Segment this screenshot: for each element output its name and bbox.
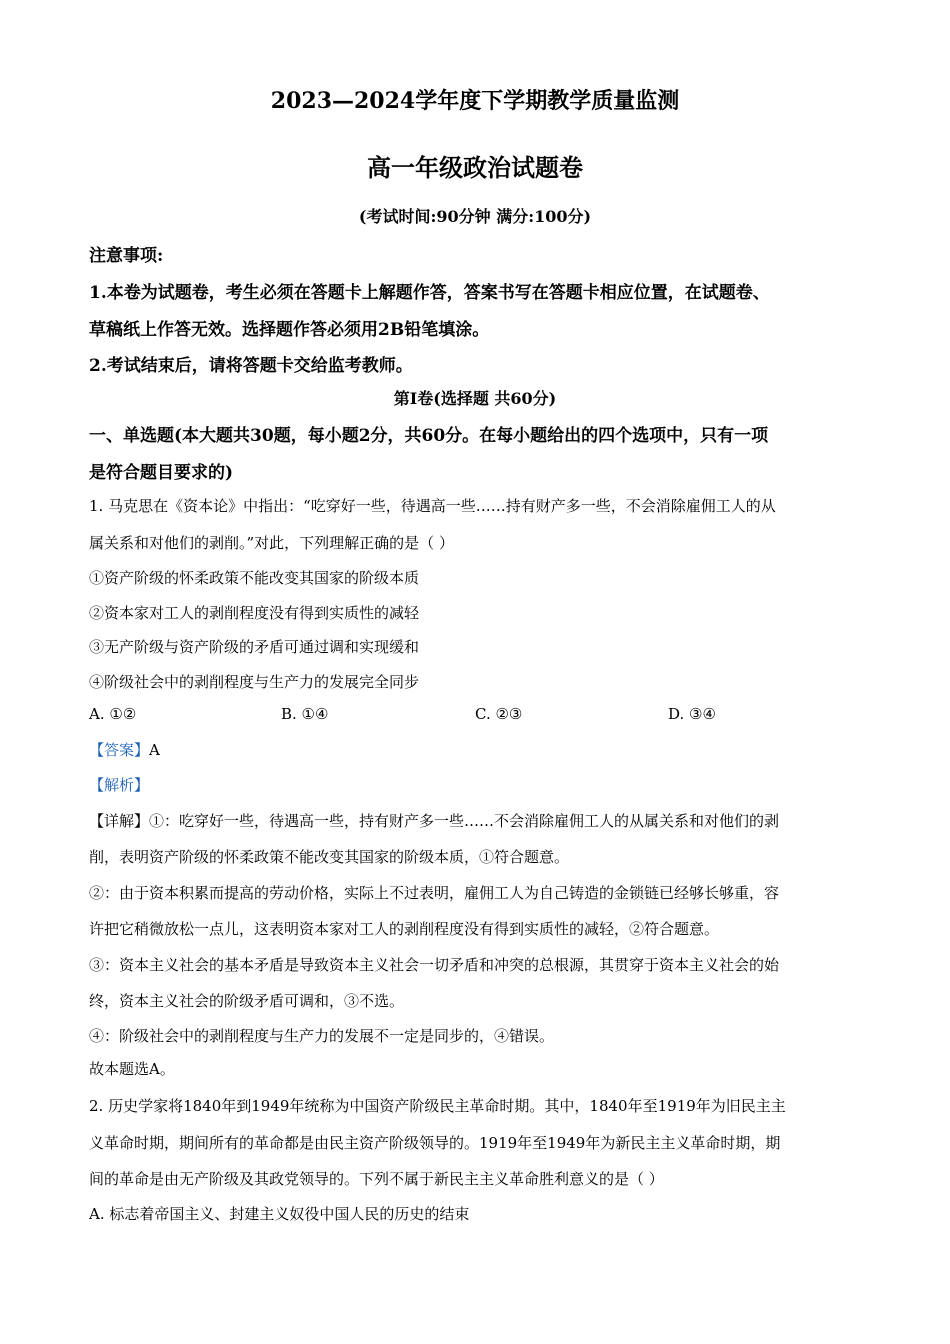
q1-stem-line-1: 1. 马克思在《资本论》中指出：“吃穿好一些，待遇高一些……持有财产多一些，不会消除雇佣工人的从	[89, 497, 776, 515]
exam-info: (考试时间:90分钟 满分:100分)	[358, 207, 592, 226]
answer-value: A	[149, 741, 160, 759]
q1-detail-4: ④：阶级社会中的剥削程度与生产力的发展不一定是同步的，④错误。	[89, 1027, 555, 1045]
q1-option-a: A. ①②	[89, 705, 137, 723]
notice-item-1-line-2: 草稿纸上作答无效。选择题作答必须用2B铅笔填涂。	[89, 320, 490, 340]
detail-tag: 【详解】	[89, 812, 150, 830]
q1-detail-1-line-1	[89, 810, 779, 831]
q1-detail-2-line-2: 许把它稍微放松一点儿，这表明资本家对工人的剥削程度没有得到实质性的减轻，②符合题意。	[89, 920, 720, 938]
q1-statement-2: ②资本家对工人的剥削程度没有得到实质性的减轻	[89, 604, 420, 622]
exam-title-subject: 高一年级政治试题卷	[367, 153, 583, 182]
analysis-tag: 【解析】	[89, 776, 150, 794]
part-heading-line-1: 一、单选题(本大题共30题，每小题2分，共60分。在每小题给出的四个选项中，只有一项	[89, 426, 769, 446]
q1-answer	[89, 739, 160, 760]
notice-item-1-line-1: 1.本卷为试题卷，考生必须在答题卡上解题作答，答案书写在答题卡相应位置，在试题卷、	[89, 283, 770, 303]
q2-stem-line-2: 义革命时期，期间所有的革命都是由民主资产阶级领导的。1919年至1949年为新民主主义革命时期，期	[89, 1134, 781, 1152]
q1-detail-1-line-2: 削，表明资产阶级的怀柔政策不能改变其国家的阶级本质，①符合题意。	[89, 848, 570, 866]
answer-tag: 【答案】	[89, 741, 150, 759]
part-heading-line-2: 是符合题目要求的)	[89, 463, 234, 483]
notice-heading: 注意事项:	[89, 246, 164, 266]
q1-statement-4: ④阶级社会中的剥削程度与生产力的发展完全同步	[89, 673, 420, 691]
q1-stem-line-2: 属关系和对他们的剥削。”对此，下列理解正确的是（ ）	[89, 534, 454, 552]
q2-stem-line-1: 2. 历史学家将1840年到1949年统称为中国资产阶级民主革命时期。其中，1840年至1919年为旧民主主	[89, 1097, 786, 1115]
q1-detail-3-line-1: ③：资本主义社会的基本矛盾是导致资本主义社会一切矛盾和冲突的总根源，其贯穿于资本主义社会的始	[89, 956, 780, 974]
q1-option-b: B. ①④	[281, 705, 329, 723]
q1-option-d: D. ③④	[668, 705, 716, 723]
q1-detail-3-line-2: 终，资本主义社会的阶级矛盾可调和，③不选。	[89, 992, 405, 1010]
section-title: 第Ⅰ卷(选择题 共60分)	[393, 389, 557, 408]
notice-item-2: 2.考试结束后，请将答题卡交给监考教师。	[89, 356, 413, 376]
q1-option-c: C. ②③	[475, 705, 523, 723]
q1-statement-3: ③无产阶级与资产阶级的矛盾可通过调和实现缓和	[89, 638, 420, 656]
q2-option-a: A. 标志着帝国主义、封建主义奴役中国人民的历史的结束	[89, 1205, 470, 1223]
q2-stem-line-3: 间的革命是由无产阶级及其政党领导的。下列不属于新民主主义革命胜利意义的是（ ）	[89, 1170, 664, 1188]
q1-statement-1: ①资产阶级的怀柔政策不能改变其国家的阶级本质	[89, 569, 420, 587]
q1-conclusion: 故本题选A。	[89, 1060, 175, 1078]
detail-1-text: ①：吃穿好一些，待遇高一些，持有财产多一些……不会消除雇佣工人的从属关系和对他们的剥	[149, 812, 780, 830]
exam-title-year: 2023—2024学年度下学期教学质量监测	[270, 88, 680, 114]
q1-detail-2-line-1: ②：由于资本积累而提高的劳动价格，实际上不过表明，雇佣工人为自己铸造的金锁链已经够长够重，容	[89, 884, 780, 902]
q1-analysis-heading	[89, 774, 149, 795]
